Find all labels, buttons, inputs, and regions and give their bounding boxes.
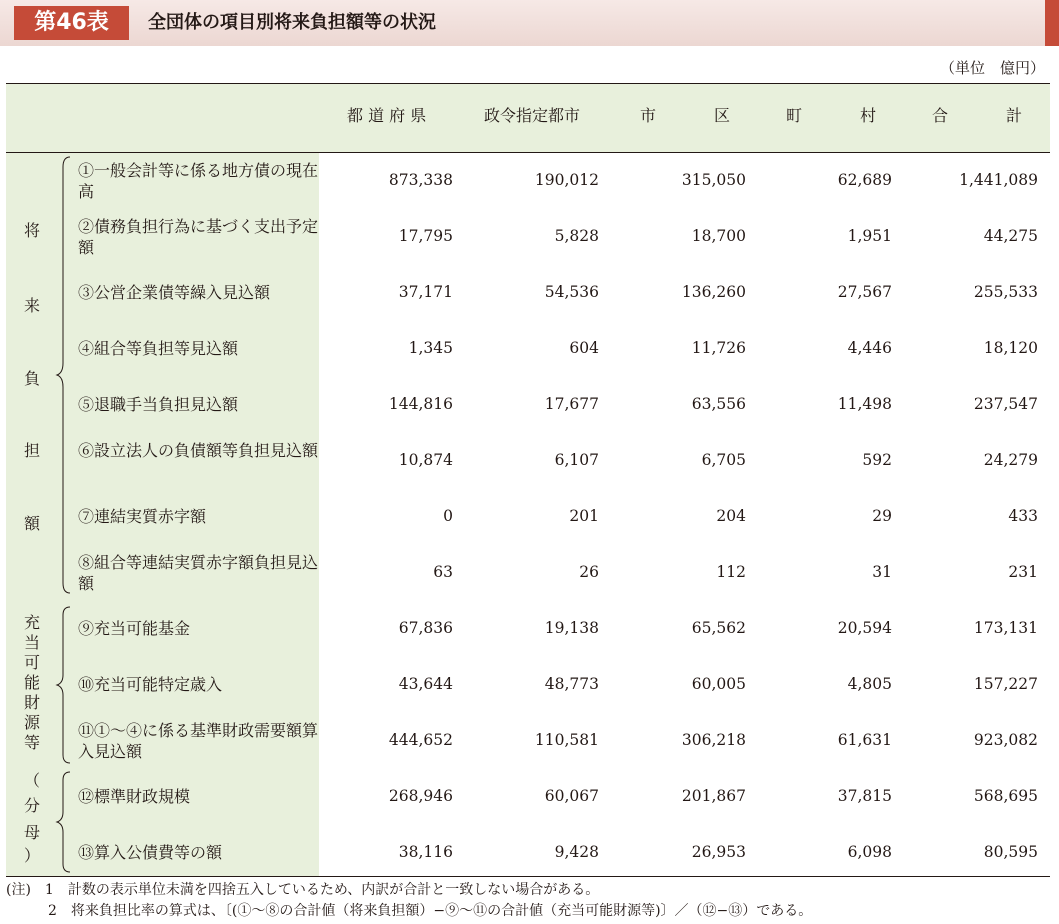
row-value: 201 [569,507,599,525]
row-value: 11,726 [691,339,746,357]
top-rule [6,83,1050,84]
row-value: 444,652 [388,731,453,749]
row-value: 0 [443,507,453,525]
row-value: 306,218 [681,731,746,749]
row-label: ⑨充当可能基金 [78,619,191,638]
bottom-rule [6,876,1050,877]
brace-available-resources [50,605,74,765]
row-value: 315,050 [681,171,746,189]
note-1: (注) 1 計数の表示単位未満を四捨五入しているため、内訳が合計と一致しない場合がある。 [6,882,600,898]
row-value: 604 [569,339,599,357]
row-value: 43,644 [398,675,453,693]
row-value: 54,536 [544,283,599,301]
row-label: ②債務負担行為に基づく支出予定額 [78,217,319,257]
row-label: ⑬算入公債費等の額 [78,843,223,862]
brace-future-burden [50,155,74,595]
col-total-b: 計 [1006,106,1023,125]
row-value: 26,953 [691,843,746,861]
row-value: 5,828 [554,227,599,245]
row-value: 268,946 [388,787,453,805]
table-number: 第46表 [14,6,129,40]
brace-denominator [50,770,74,874]
row-value: 6,107 [554,451,599,469]
row-value: 1,345 [408,339,453,357]
row-value: 62,689 [837,171,892,189]
row-value: 4,446 [847,339,892,357]
row-value: 63,556 [691,395,746,413]
title-bar [0,0,1045,46]
notes [6,880,812,922]
row-value: 11,498 [837,395,892,413]
row-value: 9,428 [554,843,599,861]
row-value: 80,595 [983,843,1038,861]
col-total-a: 合 [932,106,949,125]
row-label: ⑫標準財政規模 [78,787,191,806]
row-value: 18,700 [691,227,746,245]
row-value: 63 [433,563,453,581]
row-value: 44,275 [983,227,1038,245]
table-title: 全団体の項目別将来負担額等の状況 [148,12,436,33]
row-value: 592 [862,451,892,469]
row-value: 873,338 [388,171,453,189]
col-prefecture: 都 道 府 県 [347,106,427,125]
row-value: 6,705 [701,451,746,469]
row-value: 60,005 [691,675,746,693]
row-value: 67,836 [398,619,453,637]
row-value: 60,067 [544,787,599,805]
row-label: ⑥設立法人の負債額等負担見込額 [78,441,319,460]
row-value: 201,867 [681,787,746,805]
row-value: 20,594 [837,619,892,637]
header-rule [6,152,1050,153]
col-village: 村 [860,106,877,125]
row-label: ⑦連結実質赤字額 [78,507,207,526]
row-label: ⑧組合等連結実質赤字額負担見込額 [78,553,319,593]
row-value: 37,171 [398,283,453,301]
row-value: 255,533 [973,283,1038,301]
row-value: 17,677 [544,395,599,413]
row-value: 237,547 [973,395,1038,413]
row-value: 31 [872,563,892,581]
row-value: 17,795 [398,227,453,245]
col-town: 町 [786,106,803,125]
row-value: 37,815 [837,787,892,805]
row-label: ⑩充当可能特定歳入 [78,675,223,694]
row-value: 1,441,089 [959,171,1038,189]
row-value: 173,131 [973,619,1038,637]
col-city: 市 [640,106,657,125]
row-value: 26 [579,563,599,581]
row-label: ③公営企業債等繰入見込額 [78,283,271,302]
row-value: 19,138 [544,619,599,637]
row-value: 231 [1008,563,1038,581]
col-designated-city: 政令指定都市 [484,106,581,125]
row-value: 29 [872,507,892,525]
row-value: 27,567 [837,283,892,301]
unit-label: （単位 億円） [939,59,1045,77]
row-value: 568,695 [973,787,1038,805]
row-value: 10,874 [398,451,453,469]
row-value: 65,562 [691,619,746,637]
row-value: 61,631 [837,731,892,749]
row-value: 48,773 [544,675,599,693]
row-value: 190,012 [534,171,599,189]
col-ward: 区 [714,106,731,125]
row-value: 18,120 [983,339,1038,357]
row-label: ⑪①～④に係る基準財政需要額算入見込額 [78,721,319,761]
row-value: 38,116 [398,843,453,861]
row-value: 136,260 [681,283,746,301]
row-value: 433 [1008,507,1038,525]
note-2: 2 将来負担比率の算式は、〔(①～⑧の合計値（将来負担額）−⑨～⑪の合計値（充当可能財源等)〕／（⑫−⑬）である。 [6,903,813,919]
row-value: 157,227 [973,675,1038,693]
row-label: ①一般会計等に係る地方債の現在高 [78,161,319,201]
row-value: 4,805 [847,675,892,693]
title-accent [1045,0,1059,46]
row-value: 204 [716,507,746,525]
row-value: 923,082 [973,731,1038,749]
row-value: 144,816 [388,395,453,413]
row-label: ④組合等負担等見込額 [78,339,239,358]
row-value: 112 [716,563,746,581]
row-value: 6,098 [847,843,892,861]
row-value: 110,581 [534,731,599,749]
row-value: 24,279 [983,451,1038,469]
row-label: ⑤退職手当負担見込額 [78,395,239,414]
row-value: 1,951 [847,227,892,245]
